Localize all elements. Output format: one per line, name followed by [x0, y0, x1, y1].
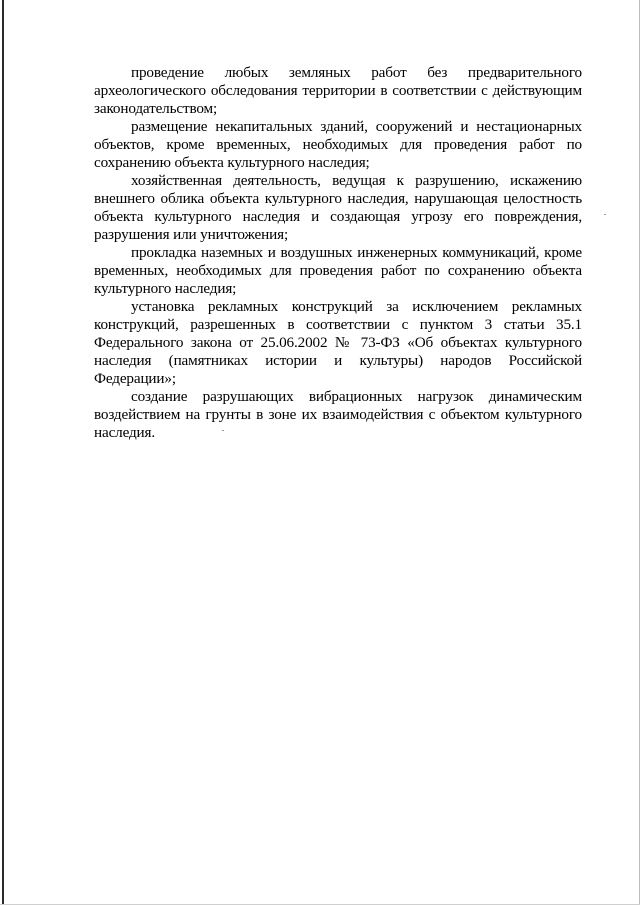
- scan-speck: [222, 430, 224, 431]
- paragraph-earthworks: проведение любых земляных работ без предварительного археологического обследования территории в соответствии с действующим законодательством;: [94, 64, 582, 117]
- paragraph-advertising: установка рекламных конструкций за исключением рекламных конструкций, разрешенных в соответствии с пунктом 3 статьи 35.1 Федерального закона от 25.06.2002 № 73-ФЗ «Об объектах культурного наследия (памятниках истории и культуры) народов Российской Федерации»;: [94, 298, 582, 387]
- paragraph-utilities: прокладка наземных и воздушных инженерных коммуникаций, кроме временных, необходимых для проведения работ по сохранению объекта культурного наследия;: [94, 244, 582, 297]
- paragraph-temporary-structures: размещение некапитальных зданий, сооружений и нестационарных объектов, кроме временных, необходимых для проведения работ по сохранению объекта культурного наследия;: [94, 118, 582, 171]
- scan-border-left: [2, 0, 4, 905]
- paragraph-economic-activity: хозяйственная деятельность, ведущая к разрушению, искажению внешнего облика объекта культурного наследия, нарушающая целостность объекта культурного наследия и создающая угрозу его повреждения, разрушения или уничтожения;: [94, 172, 582, 243]
- paragraph-vibration-loads: создание разрушающих вибрационных нагрузок динамическим воздействием на грунты в зоне их взаимодействия с объектом культурного наследия.: [94, 388, 582, 441]
- document-body: [94, 64, 582, 442]
- scan-speck: [604, 214, 606, 215]
